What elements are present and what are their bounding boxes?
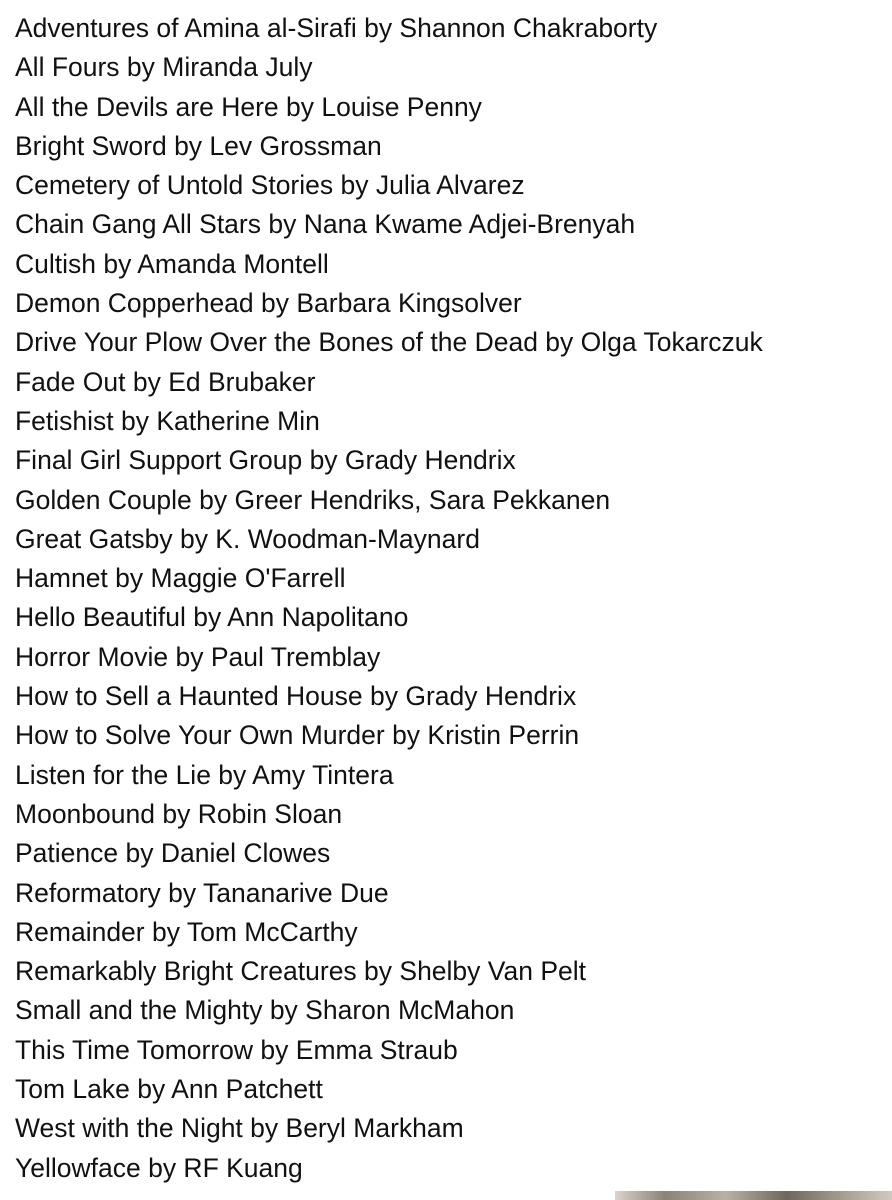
book-list-item: Cemetery of Untold Stories by Julia Alvarez <box>15 170 525 201</box>
book-list-item: Bright Sword by Lev Grossman <box>15 130 382 161</box>
book-list-item: Hamnet by Maggie O'Farrell <box>15 563 346 594</box>
book-list-item: Moonbound by Robin Sloan <box>15 798 343 829</box>
book-list-item: West with the Night by Beryl Markham <box>15 1113 464 1144</box>
book-list-item: Chain Gang All Stars by Nana Kwame Adjei-Brenyah <box>15 209 636 240</box>
book-list-item: How to Solve Your Own Murder by Kristin Perrin <box>15 720 580 751</box>
book-list-item: Golden Couple by Greer Hendriks, Sara Pekkanen <box>15 484 611 515</box>
background-photo-edge <box>615 1191 892 1200</box>
book-list-item: Listen for the Lie by Amy Tintera <box>15 759 394 790</box>
book-list-item: Adventures of Amina al-Sirafi by Shannon Chakraborty <box>15 13 658 43</box>
book-list-item: Tom Lake by Ann Patchett <box>15 1074 323 1105</box>
book-list-item: Fade Out by Ed Brubaker <box>15 366 316 397</box>
book-list-item: Great Gatsby by K. Woodman-Maynard <box>15 523 480 554</box>
book-list-item: Demon Copperhead by Barbara Kingsolver <box>15 288 522 319</box>
book-list-item: This Time Tomorrow by Emma Straub <box>15 1034 458 1065</box>
book-list-item: Horror Movie by Paul Tremblay <box>15 641 381 672</box>
book-list-item: Yellowface by RF Kuang <box>15 1152 303 1183</box>
book-list-item: Cultish by Amanda Montell <box>15 248 329 279</box>
book-list-item: Hello Beautiful by Ann Napolitano <box>15 602 409 633</box>
book-list-item: Remarkably Bright Creatures by Shelby Van Pelt <box>15 956 586 987</box>
book-list-item: Patience by Daniel Clowes <box>15 838 331 869</box>
book-list-item: Reformatory by Tananarive Due <box>15 877 389 908</box>
book-list-item: How to Sell a Haunted House by Grady Hendrix <box>15 681 577 712</box>
book-list-item: Drive Your Plow Over the Bones of the Dead by Olga Tokarczuk <box>15 327 763 358</box>
book-list-item: Remainder by Tom McCarthy <box>15 916 358 947</box>
book-list <box>15 9 885 1188</box>
book-list-item: All the Devils are Here by Louise Penny <box>15 91 482 122</box>
book-list-item: Small and the Mighty by Sharon McMahon <box>15 995 515 1026</box>
book-list-item: Fetishist by Katherine Min <box>15 405 320 436</box>
book-list-item: Final Girl Support Group by Grady Hendrix <box>15 445 516 476</box>
book-list-item: All Fours by Miranda July <box>15 52 313 83</box>
